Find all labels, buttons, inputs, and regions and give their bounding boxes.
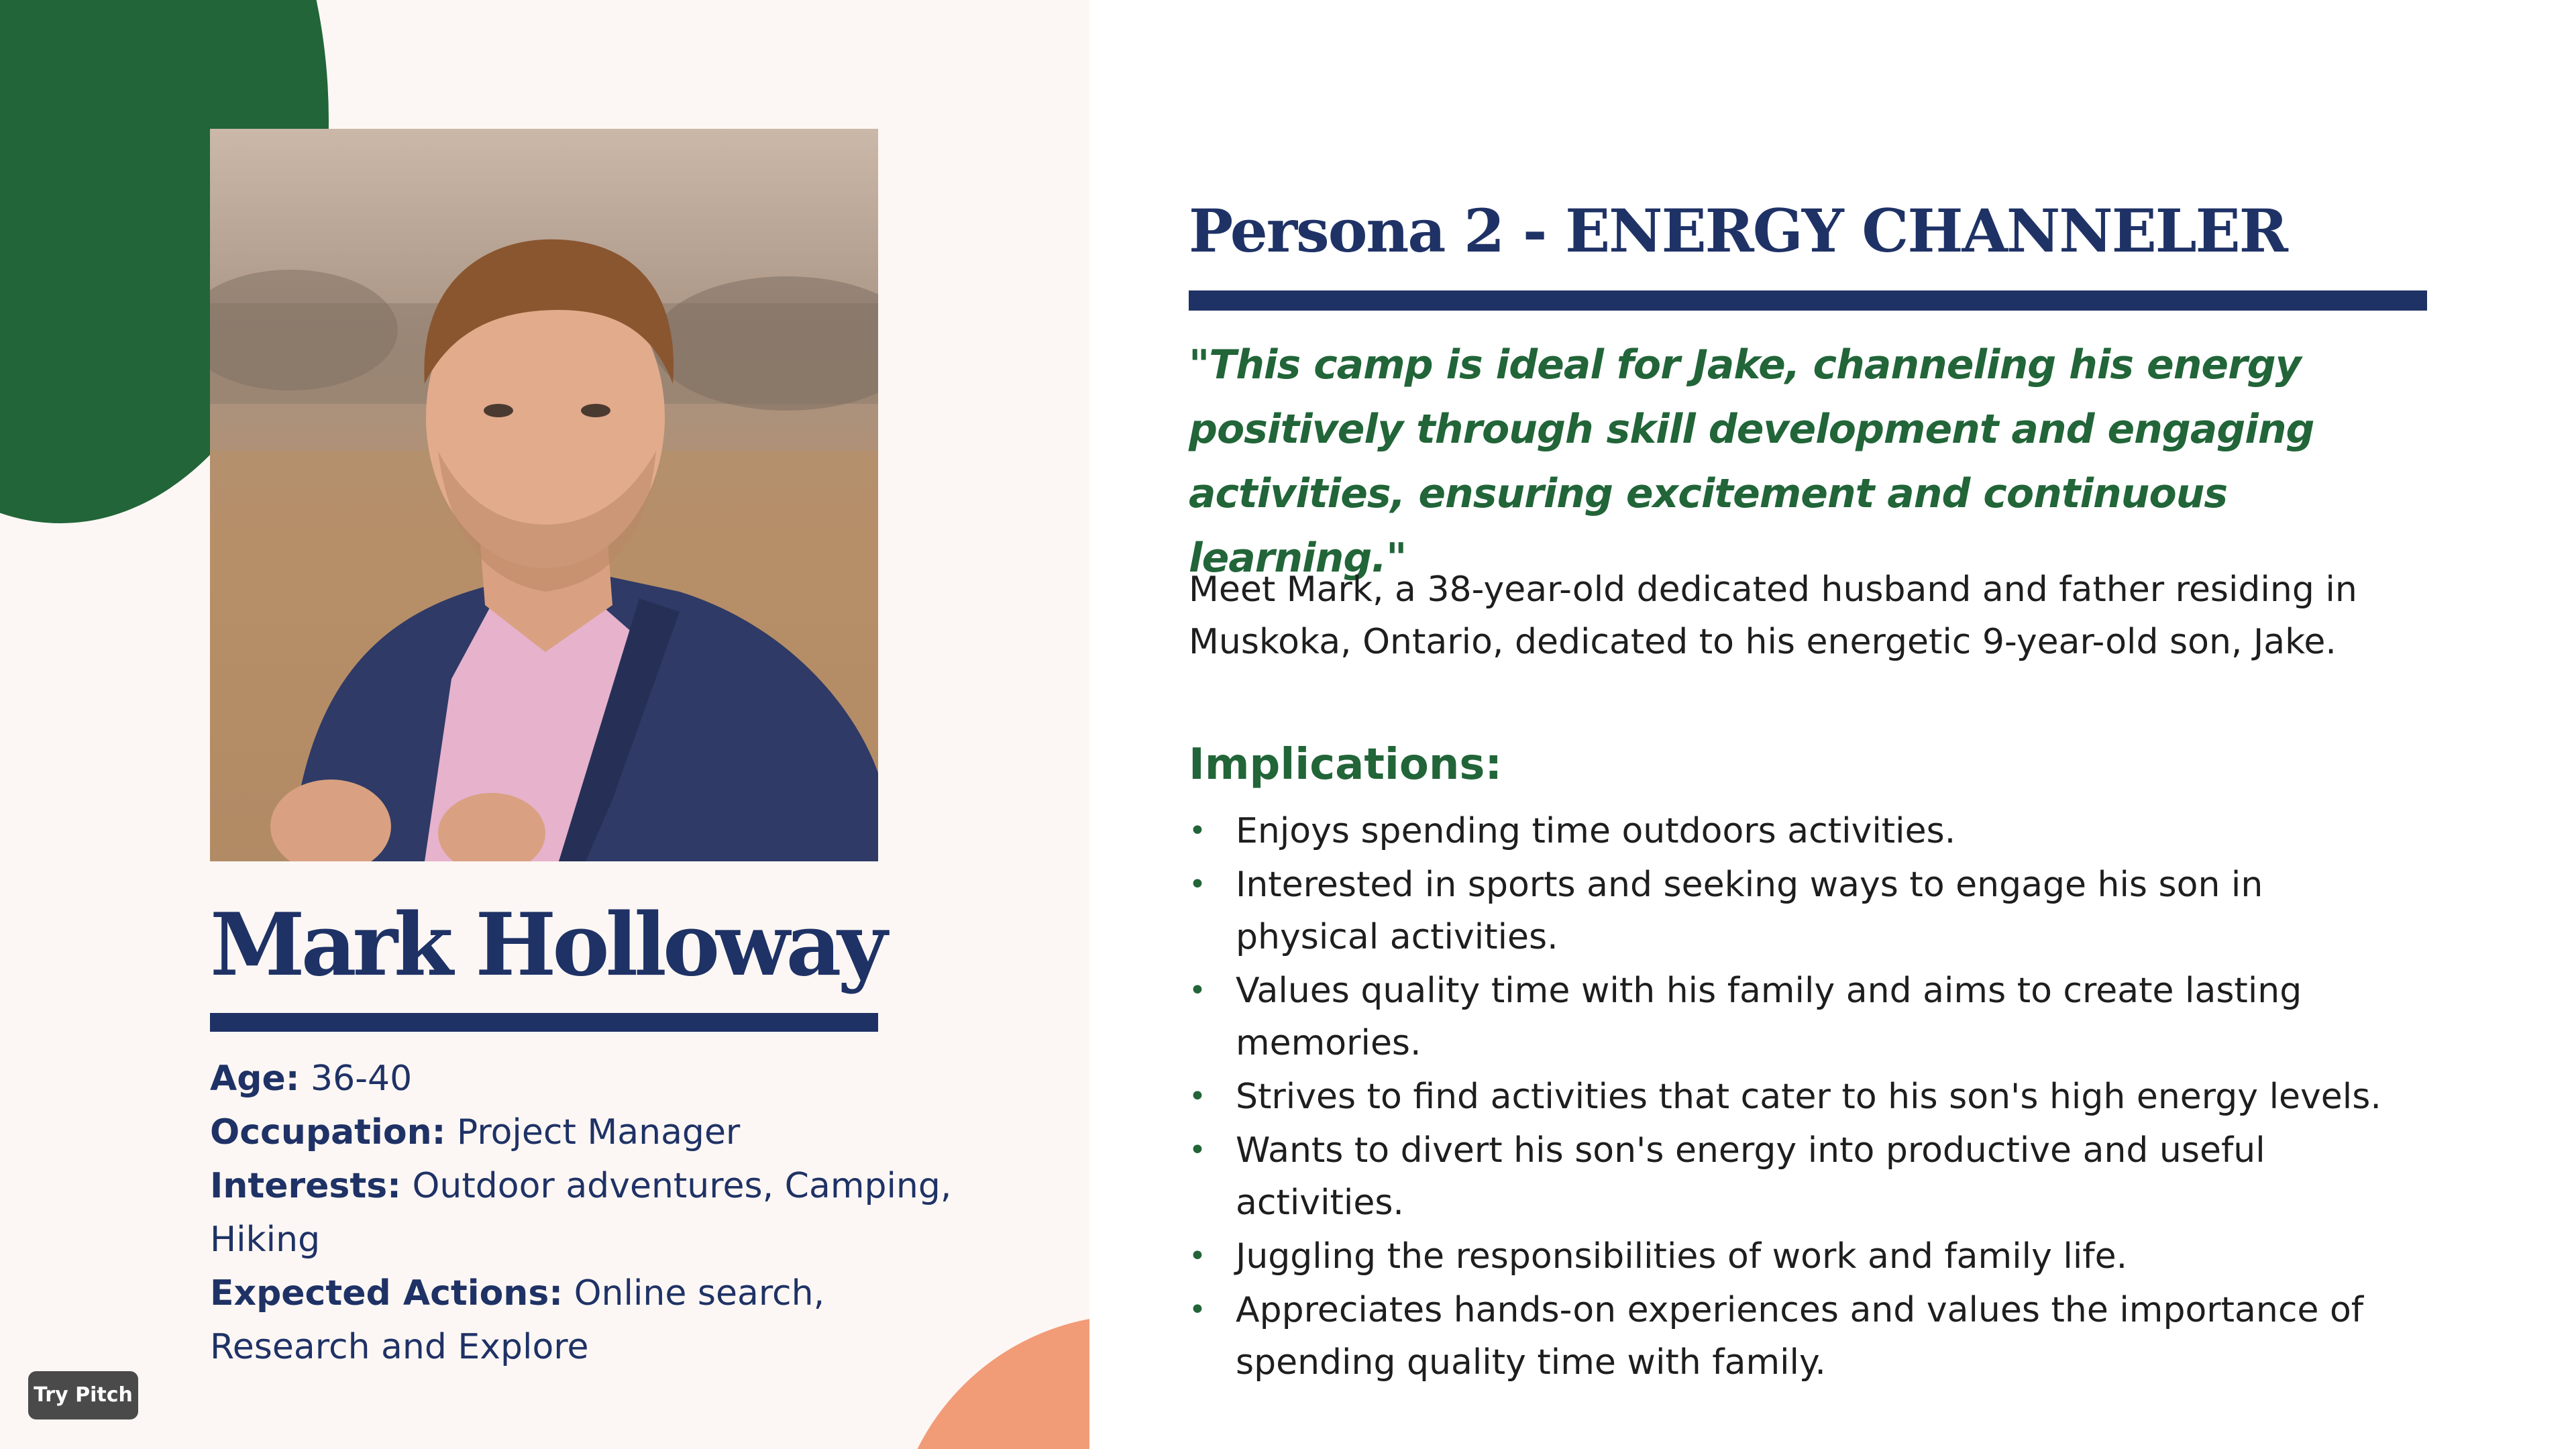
persona-intro: Meet Mark, a 38-year-old dedicated husband and father residing in Muskoka, Ontario, dedicated to his energetic 9-year-old son, Jake.	[1189, 570, 2357, 662]
detail-occupation	[210, 1106, 961, 1159]
detail-value: 36-40	[299, 1059, 413, 1099]
list-item	[1189, 805, 2410, 857]
persona-name: Mark Holloway	[210, 895, 883, 996]
bullet-icon: •	[1189, 867, 1206, 902]
bullet-icon: •	[1189, 1239, 1206, 1273]
detail-label: Age:	[210, 1059, 300, 1099]
implications-heading: Implications:	[1189, 740, 1503, 790]
detail-interests	[210, 1159, 961, 1267]
persona-title: Persona 2 - ENERGY CHANNELER	[1189, 196, 2287, 266]
bullet-icon: •	[1189, 1079, 1206, 1114]
detail-label: Interests:	[210, 1166, 401, 1206]
list-item	[1189, 965, 2410, 1069]
bullet-icon: •	[1189, 814, 1206, 848]
implications-list	[1189, 805, 2410, 1390]
persona-quote: "This camp is ideal for Jake, channeling his energy positively through skill development and engaging activities, ensuring excitement and continuous learning."	[1189, 341, 2314, 582]
detail-value: Online search, Research and Explore	[210, 1273, 825, 1367]
list-item	[1189, 1124, 2410, 1229]
try-pitch-button[interactable]: Try Pitch	[28, 1371, 138, 1419]
detail-label: Expected Actions:	[210, 1273, 564, 1313]
list-item-text: Juggling the responsibilities of work and family life.	[1236, 1236, 2128, 1277]
detail-age	[210, 1052, 961, 1106]
bullet-icon: •	[1189, 1133, 1206, 1167]
detail-value: Outdoor adventures, Camping, Hiking	[210, 1166, 952, 1260]
name-underline-bar	[210, 1013, 878, 1032]
list-item	[1189, 1284, 2410, 1389]
bullet-icon: •	[1189, 973, 1206, 1008]
list-item	[1189, 1230, 2410, 1283]
list-item-text: Strives to find activities that cater to his son's high energy levels.	[1236, 1077, 2381, 1117]
list-item-text: Appreciates hands-on experiences and values the importance of spending quality time with family.	[1236, 1290, 2364, 1383]
detail-value: Project Manager	[445, 1112, 741, 1152]
persona-panel	[0, 0, 1089, 1449]
detail-label: Occupation:	[210, 1112, 446, 1152]
detail-expected-actions	[210, 1267, 961, 1374]
portrait-illustration	[210, 129, 878, 861]
persona-details	[210, 1052, 961, 1374]
list-item	[1189, 859, 2410, 963]
bullet-icon: •	[1189, 1293, 1206, 1327]
list-item-text: Values quality time with his family and aims to create lasting memories.	[1236, 971, 2302, 1063]
list-item-text: Interested in sports and seeking ways to engage his son in physical activities.	[1236, 865, 2263, 957]
persona-photo	[210, 129, 878, 861]
list-item-text: Wants to divert his son's energy into productive and useful activities.	[1236, 1130, 2265, 1223]
list-item	[1189, 1071, 2410, 1123]
title-underline-bar	[1189, 290, 2427, 311]
list-item-text: Enjoys spending time outdoors activities.	[1236, 811, 1956, 851]
